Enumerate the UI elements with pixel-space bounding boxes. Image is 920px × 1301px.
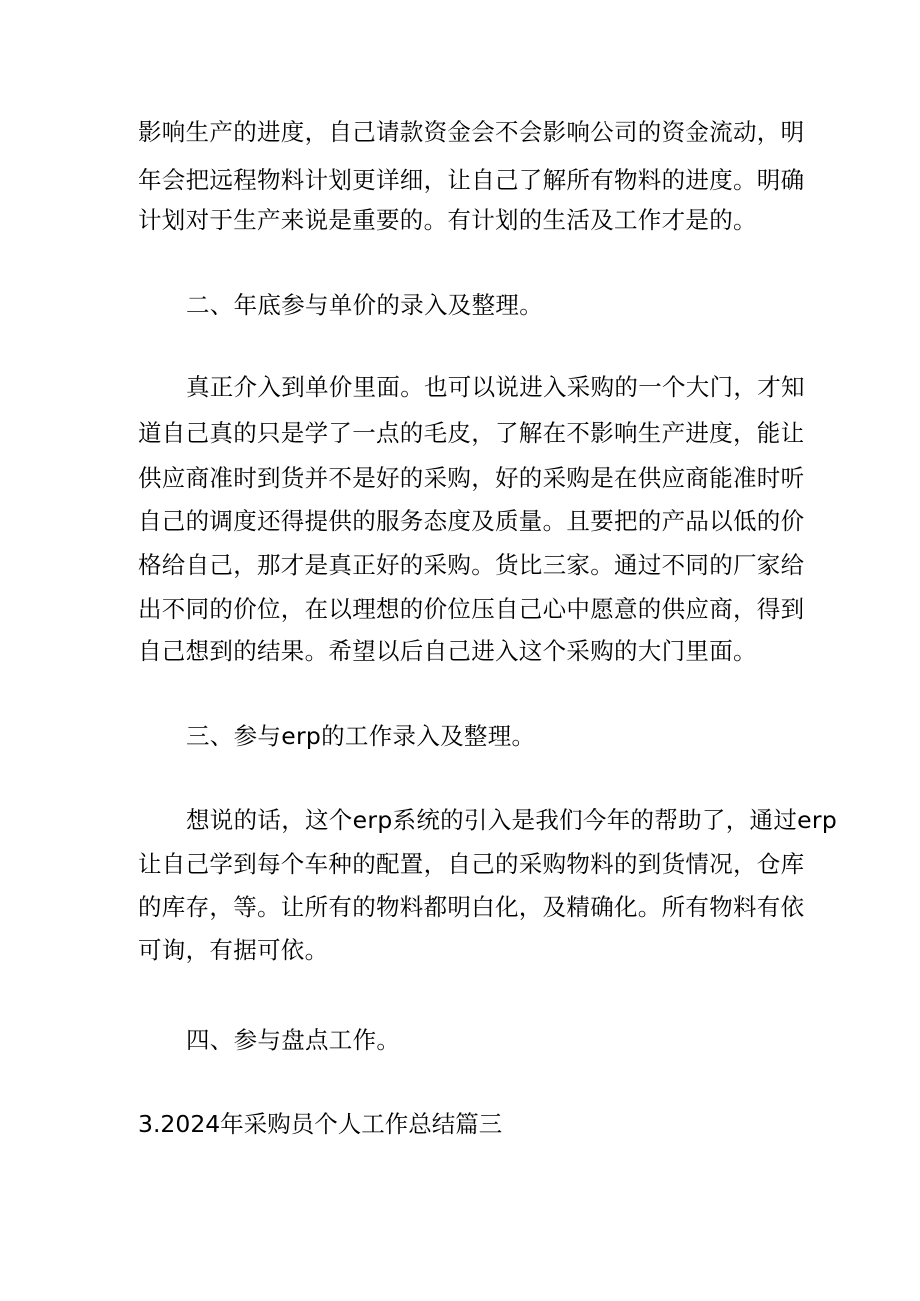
- paragraph-line: 供应商准时到货并不是好的采购，好的采购是在供应商能准时听: [138, 464, 805, 492]
- paragraph-line: 自己想到的结果。希望以后自己进入这个采购的大门里面。: [138, 637, 757, 665]
- paragraph-line: 的库存，等。让所有的物料都明白化，及精确化。所有物料有依: [138, 893, 805, 921]
- paragraph-line: 格给自己，那才是真正好的采购。货比三家。通过不同的厂家给: [138, 551, 805, 579]
- paragraph-line: 可询，有据可依。: [138, 936, 329, 964]
- paragraph-line: 出不同的价位，在以理想的价位压自己心中愿意的供应商，得到: [138, 595, 805, 623]
- section-title: 3.2024年采购员个人工作总结篇三: [138, 1110, 503, 1138]
- paragraph-line: 自己的调度还得提供的服务态度及质量。且要把的产品以低的价: [138, 507, 805, 535]
- paragraph-line: 真正介入到单价里面。也可以说进入采购的一个大门，才知: [186, 373, 805, 401]
- paragraph-line: 计划对于生产来说是重要的。有计划的生活及工作才是的。: [138, 206, 757, 234]
- paragraph-line: 影响生产的进度，自己请款资金会不会影响公司的资金流动，明: [138, 118, 805, 146]
- paragraph-line: 让自己学到每个车种的配置，自己的采购物料的到货情况，仓库: [138, 850, 805, 878]
- paragraph-line: 年会把远程物料计划更详细，让自己了解所有物料的进度。明确: [138, 166, 805, 194]
- paragraph-line: 想说的话，这个erp系统的引入是我们今年的帮助了，通过erp: [186, 806, 838, 834]
- section-heading: 四、参与盘点工作。: [186, 1026, 401, 1054]
- section-heading: 三、参与erp的工作录入及整理。: [186, 722, 536, 750]
- section-heading: 二、年底参与单价的录入及整理。: [186, 291, 543, 319]
- paragraph-line: 道自己真的只是学了一点的毛皮，了解在不影响生产进度，能让: [138, 419, 805, 447]
